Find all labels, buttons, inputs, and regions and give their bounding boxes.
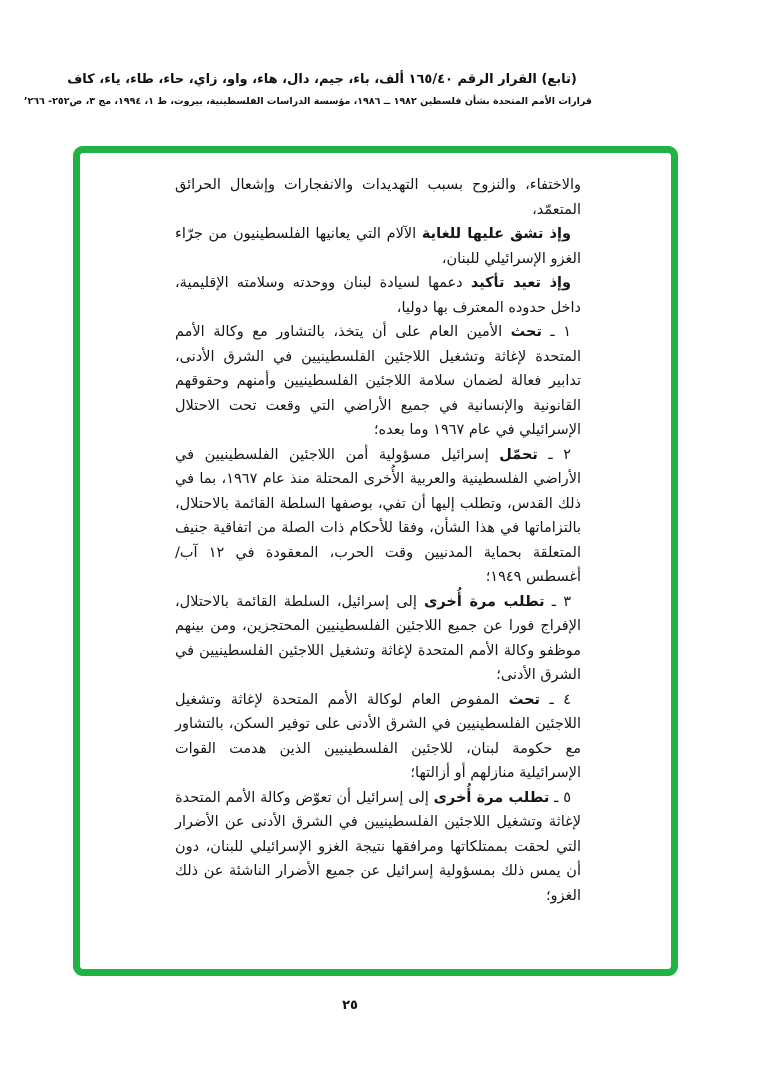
clause-lead: تحث — [510, 324, 542, 340]
clause-number: ١ ـ — [541, 324, 572, 340]
paragraph: ١ ـ تحث الأمين العام على أن يتخذ، بالتشاور مع وكالة الأمم المتحدة لإغاثة وتشغيل اللاجئين الفلسطينيين في الشرق الأدنى، تدابير فعالة لضمان سلامة اللاجئين الفلسطينيين وأمنهم وحقوقهم القانونية والإنسانية في جميع الأراضي التي وقعت تحت الاحتلال الإسرائيلي في عام ١٩٦٧ وما بعده؛ — [175, 324, 581, 438]
resolution-title: (تابع) القرار الرقم ١٦٥/٤٠ ألف، باء، جيم، دال، هاء، واو، زاي، حاء، طاء، ياء، كاف — [67, 72, 577, 87]
paragraph: ٣ ـ تطلب مرة أُخرى إلى إسرائيل، السلطة القائمة بالاحتلال، الإفراج فورا عن جميع اللاجئين الفلسطينيين المحتجزين، ومن بينهم موظفو وكالة الأمم المتحدة لإغاثة وتشغيل اللاجئين الفلسطينيين في الشرق الأدنى؛ — [175, 593, 581, 683]
clause-lead: تطلب مرة أُخرى — [424, 593, 545, 610]
clause-number: ٢ ـ — [537, 446, 571, 463]
paragraph: ٤ ـ تحث المفوض العام لوكالة الأمم المتحدة لإغاثة وتشغيل اللاجئين الفلسطينيين في الشرق الأدنى على توفير السكن، بالتشاور مع حكومة لبنان، للاجئين الفلسطينيين الذين هدمت القوات الإسرائيلية منازلهم أو أزالتها؛ — [175, 691, 581, 781]
paragraph: ٢ ـ تحمّل إسرائيل مسؤولية أمن اللاجئين الفلسطينيين في الأراضي الفلسطينية والعربية الأُخرى المحتلة منذ عام ١٩٦٧، بما في ذلك القدس، وتطلب إليها أن تفي، بوصفها السلطة القائمة بالاحتلال، بالتزاماتها في هذا الشأن، وفقا للأحكام ذات الصلة من اتفاقية جنيف المتعلقة بحماية المدنيين وقت الحرب، المعقودة في ١٢ آب/أغسطس ١٩٤٩؛ — [175, 446, 581, 585]
clause-number: ٣ ـ — [544, 593, 571, 610]
clause-lead: تطلب مرة أُخرى — [433, 789, 550, 806]
paragraph: ٥ ـ تطلب مرة أُخرى إلى إسرائيل أن تعوّض وكالة الأمم المتحدة لإغاثة وتشغيل اللاجئين الفلسطينيين في الشرق الأدنى عن الأضرار التي لحقت بممتلكاتها ومرافقها نتيجة الغزو الإسرائيلي للبنان، دون أن يمس ذلك بمسؤولية إسرائيل عن جميع الأضرار الناشئة عن ذلك الغزو؛ — [175, 789, 581, 904]
clause-number: ٥ ـ — [549, 789, 571, 806]
clause-lead: وإذ تشق عليها للغاية — [421, 226, 571, 242]
clause-lead: وإذ تعيد تأكيد — [470, 275, 572, 291]
paragraph: وإذ تعيد تأكيد دعمها لسيادة لبنان ووحدته وسلامته الإقليمية، داخل حدوده المعترف بها دوليا، — [175, 275, 581, 316]
clause-number: ٤ ـ — [539, 691, 571, 708]
clause-lead: تحمّل — [499, 446, 538, 463]
paragraph: والاختفاء، والنزوح بسبب التهديدات والانفجارات وإشعال الحرائق المتعمّد، — [175, 177, 581, 218]
document-header — [23, 70, 592, 109]
page-number: ٢٥ — [342, 998, 358, 1013]
resolution-text — [175, 173, 581, 908]
source-citation: قرارات الأمم المتحدة بشأن فلسطين ١٩٨٢ ــ ١٩٨٦، مؤسسة الدراسات الفلسطينية، بيروت، ط ١، ١٩٩٤، مج ٣، ص٢٥٢- ٢٦٦’ — [23, 96, 592, 107]
clause-lead: تحث — [508, 691, 540, 708]
content-frame — [73, 146, 678, 976]
paragraph: وإذ تشق عليها للغاية الآلام التي يعانيها الفلسطينيون من جرّاء الغزو الإسرائيلي للبنان، — [175, 226, 581, 267]
